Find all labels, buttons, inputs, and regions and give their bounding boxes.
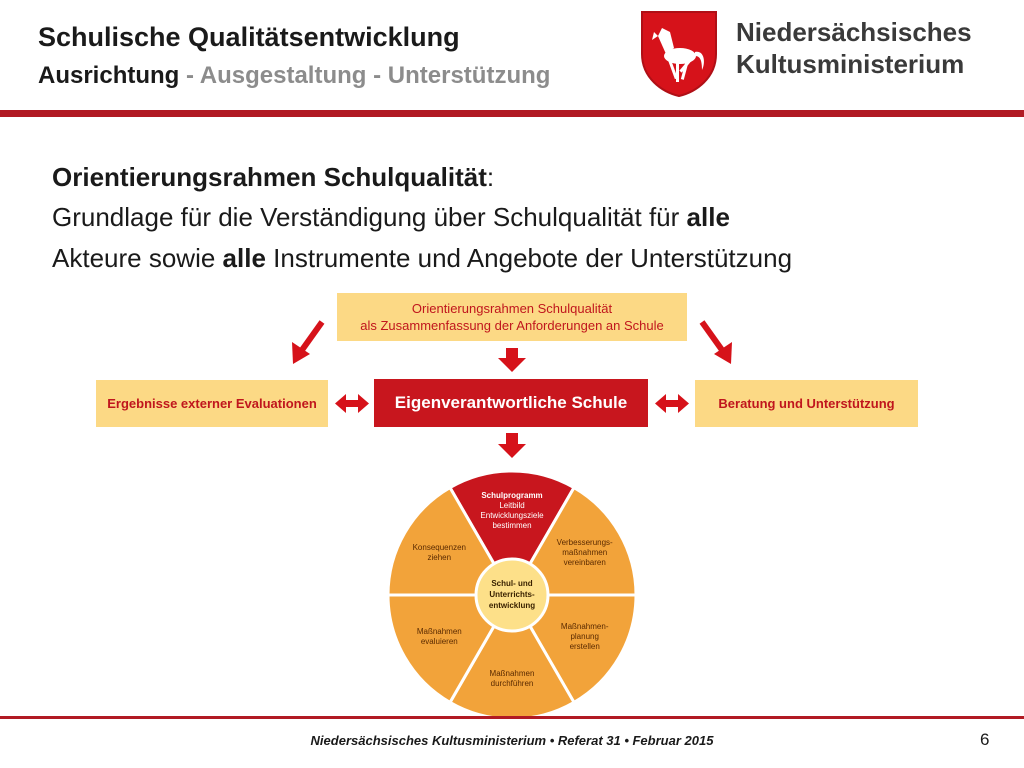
body-line-1 [52, 202, 730, 233]
cycle-segment-label: Maßnahmen- [560, 622, 609, 632]
cycle-segment-label: durchführen [490, 679, 534, 689]
section-heading [52, 162, 494, 193]
coat-of-arms-logo [640, 10, 718, 98]
quality-cycle-diagram [385, 468, 639, 720]
footer-divider [0, 716, 1024, 719]
cycle-segment-label: maßnahmen [562, 548, 608, 558]
cycle-segment-label: Leitbild [499, 501, 525, 511]
cycle-segment-label: evaluieren [420, 637, 458, 647]
heading-text: Orientierungsrahmen Schulqualität [52, 162, 487, 192]
cycle-segment-label: vereinbaren [563, 558, 606, 568]
heading-colon: : [486, 162, 495, 192]
autonomous-school-box: Eigenverantwortliche Schule [374, 379, 648, 427]
cycle-segment-label: Verbesserungs- [556, 538, 613, 548]
arrow-diagonal-left-icon [292, 322, 322, 364]
header-divider [0, 110, 1024, 117]
orientation-framework-box [337, 293, 687, 341]
arrow-down-icon [498, 433, 526, 458]
body-line-2-text-b: Instrumente und Angebote der Unterstützung [265, 243, 793, 273]
page-title: Schulische Qualitätsentwicklung [38, 22, 460, 52]
arrow-down-icon [498, 348, 526, 372]
ministry-name-line2: Kultusministerium [736, 49, 965, 79]
ministry-name [736, 16, 972, 80]
subtitle-part-ausrichtung: Ausrichtung [38, 62, 180, 89]
cycle-segment-label: bestimmen [492, 521, 532, 531]
cycle-center-label: Schul- und [491, 579, 533, 589]
cycle-segment-label: planung [570, 632, 599, 642]
orientation-framework-line2: als Zusammenfassung der Anforderungen an Schule [360, 318, 664, 333]
page-subtitle [38, 62, 550, 90]
cycle-center-label: Unterrichts- [489, 590, 535, 600]
cycle-segment-label: Maßnahmen [489, 669, 535, 679]
cycle-segment-label: erstellen [569, 642, 600, 652]
body-line-2 [52, 243, 792, 274]
subtitle-part-unterstuetzung: Unterstützung [387, 62, 551, 89]
body-line-2-text-a: Akteure sowie [52, 243, 223, 273]
cycle-center-label: entwicklung [488, 601, 536, 611]
footer-text: Niedersächsisches Kultusministerium • Referat 31 • Februar 2015 [310, 733, 714, 748]
orientation-framework-line1: Orientierungsrahmen Schulqualität [411, 301, 613, 316]
cycle-segment-label: Maßnahmen [416, 627, 462, 637]
subtitle-separator: - [366, 62, 388, 89]
arrow-diagonal-right-icon [702, 322, 732, 364]
page-number: 6 [980, 730, 990, 749]
external-evaluation-box: Ergebnisse externer Evaluationen [96, 380, 328, 427]
subtitle-separator: - [179, 62, 200, 89]
cycle-segment-label: ziehen [427, 553, 452, 563]
body-line-2-emphasis: alle [222, 243, 266, 273]
arrow-bidirectional-icon [335, 394, 369, 413]
cycle-segment-label: Konsequenzen [412, 543, 466, 553]
counseling-support-box: Beratung und Unterstützung [695, 380, 918, 427]
subtitle-part-ausgestaltung: Ausgestaltung [199, 62, 367, 89]
cycle-segment-label: Entwicklungsziele [480, 511, 544, 521]
ministry-name-line1: Niedersächsisches [736, 17, 972, 47]
arrow-bidirectional-icon [655, 394, 689, 413]
cycle-segment-label: Schulprogramm [481, 491, 543, 501]
body-line-1-emphasis: alle [686, 202, 730, 232]
body-line-1-text: Grundlage für die Verständigung über Schulqualität für [52, 202, 687, 232]
